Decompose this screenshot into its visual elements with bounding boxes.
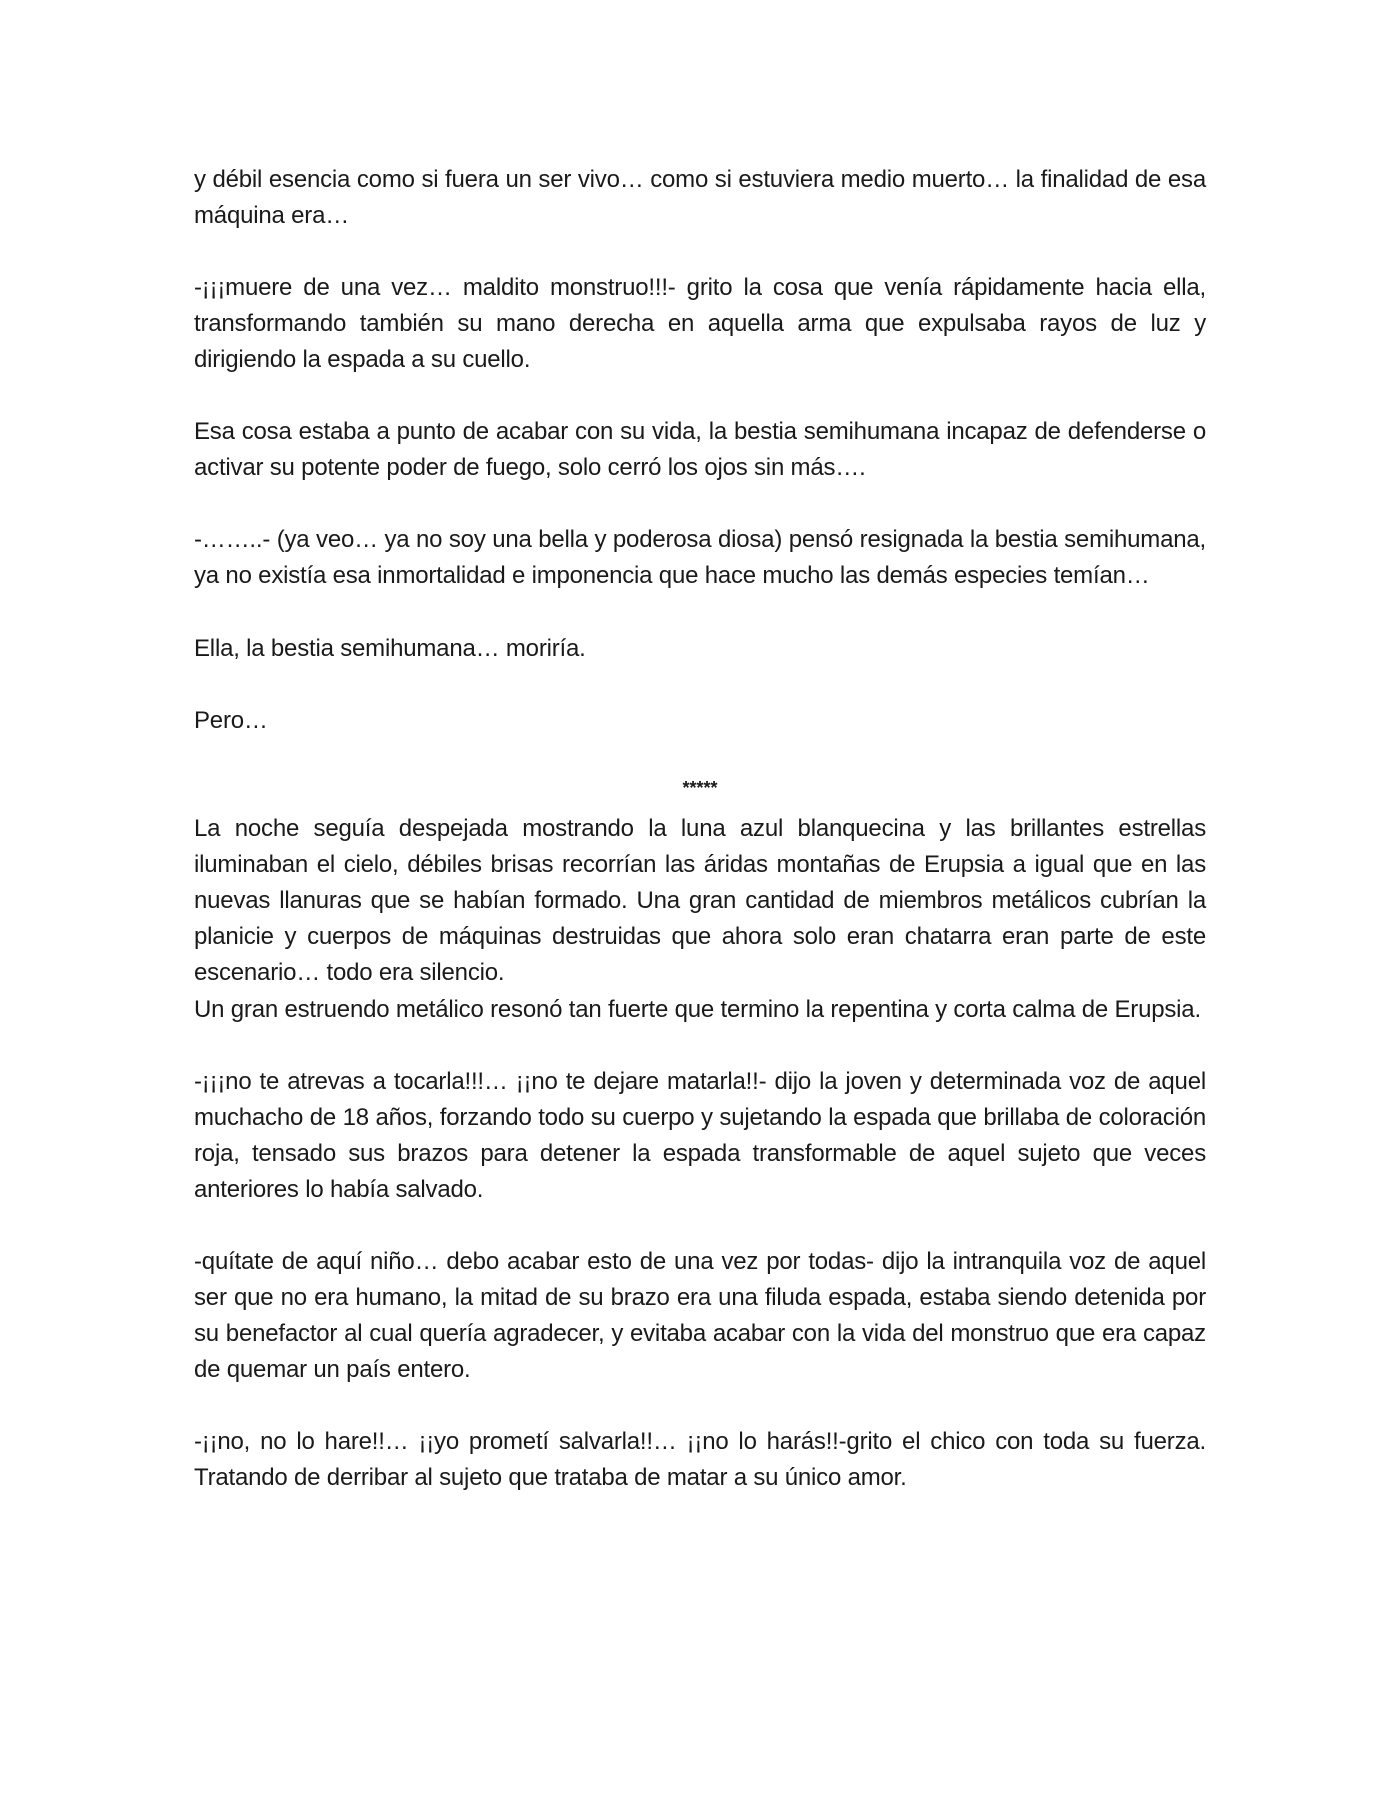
paragraph-3 xyxy=(194,414,1206,486)
paragraph-4 xyxy=(194,522,1206,594)
paragraph-10 xyxy=(194,1244,1206,1388)
paragraph-2 xyxy=(194,270,1206,378)
paragraph-text: Esa cosa estaba a punto de acabar con su vida, la bestia semihumana incapaz de defenderse o activar su potente poder de fuego, solo cerró los ojos sin más…. xyxy=(194,418,1206,481)
paragraph-text: -quítate de aquí niño… debo acabar esto de una vez por todas- dijo la intranquila voz de aquel ser que no era humano, la mitad de su brazo era una filuda espada, estaba siendo detenida por su benefactor al cual quería agradecer, y evitaba acabar con la vida del monstruo que era capaz de quemar un país entero. xyxy=(194,1248,1206,1383)
paragraph-text: Pero… xyxy=(194,707,268,734)
paragraph-5 xyxy=(194,631,1206,667)
paragraph-8 xyxy=(194,992,1206,1028)
paragraph-text: -……..- (ya veo… ya no soy una bella y poderosa diosa) pensó resignada la bestia semihumana, ya no existía esa inmortalidad e imponencia que hace mucho las demás especies temían… xyxy=(194,526,1206,589)
paragraph-text: -¡¡no, no lo hare!!… ¡¡yo prometí salvarla!!… ¡¡no lo harás!!-grito el chico con toda su fuerza. Tratando de derribar al sujeto que trataba de matar a su único amor. xyxy=(194,1428,1206,1491)
paragraph-text: La noche seguía despejada mostrando la luna azul blanquecina y las brillantes estrellas iluminaban el cielo, débiles brisas recorrían las áridas montañas de Erupsia a igual que en las nuevas llanuras que se habían formado. Una gran cantidad de miembros metálicos cubrían la planicie y cuerpos de máquinas destruidas que ahora solo eran chatarra eran parte de este escenario… todo era silencio. xyxy=(194,815,1206,986)
paragraph-text: -¡¡¡muere de una vez… maldito monstruo!!!- grito la cosa que venía rápidamente hacia ella, transformando también su mano derecha en aquella arma que expulsaba rayos de luz y dirigiendo la espada a su cuello. xyxy=(194,274,1206,373)
paragraph-11 xyxy=(194,1424,1206,1496)
section-separator: ***** xyxy=(682,778,718,798)
paragraph-text: y débil esencia como si fuera un ser vivo… como si estuviera medio muerto… la finalidad de esa máquina era… xyxy=(194,166,1206,229)
paragraph-7 xyxy=(194,811,1206,991)
paragraph-text: Un gran estruendo metálico resonó tan fuerte que termino la repentina y corta calma de Erupsia. xyxy=(194,996,1201,1023)
paragraph-9 xyxy=(194,1064,1206,1208)
paragraph-text: Ella, la bestia semihumana… moriría. xyxy=(194,635,586,662)
paragraph-1 xyxy=(194,162,1206,234)
paragraph-text: -¡¡¡no te atrevas a tocarla!!!… ¡¡no te dejare matarla!!- dijo la joven y determinada voz de aquel muchacho de 18 años, forzando todo su cuerpo y sujetando la espada que brillaba de coloración roja, tensado sus brazos para detener la espada transformable de aquel sujeto que veces anteriores lo había salvado. xyxy=(194,1068,1206,1203)
paragraph-6 xyxy=(194,703,1206,739)
